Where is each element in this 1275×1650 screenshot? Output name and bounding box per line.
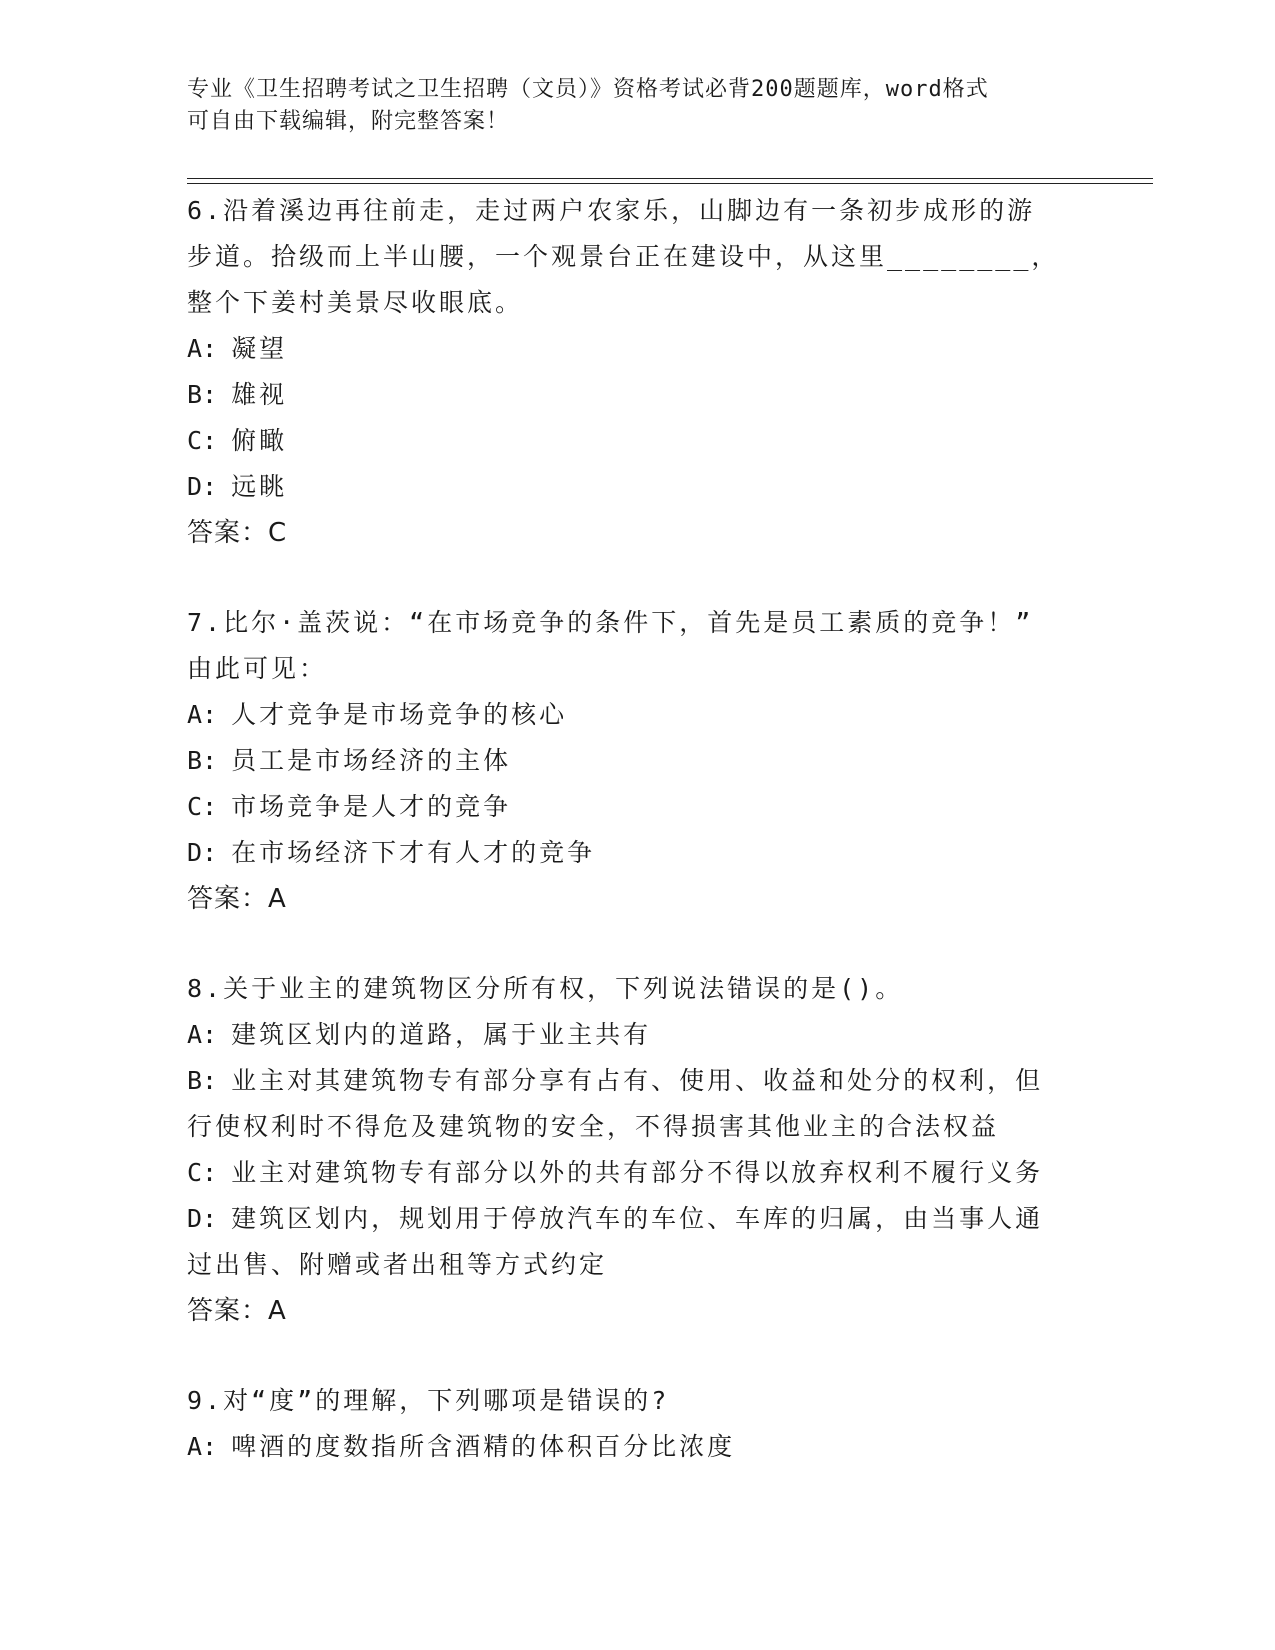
header-divider-top <box>187 178 1153 179</box>
answer-option <box>187 1012 1087 1058</box>
option-key: A: <box>187 1432 218 1461</box>
document-header <box>187 74 1067 138</box>
answer-option <box>187 692 1087 738</box>
question-stem-line: 8.关于业主的建筑物区分所有权，下列说法错误的是()。 <box>187 974 904 1003</box>
answer-option <box>187 1424 1087 1470</box>
question-8 <box>187 966 1087 1334</box>
option-key: D: <box>187 472 218 501</box>
option-key: A: <box>187 700 218 729</box>
option-text: 建筑区划内的道路，属于业主共有 <box>231 1020 652 1049</box>
answer-option <box>187 1150 1087 1196</box>
option-key: C: <box>187 1158 218 1187</box>
question-stem-line: 9.对“度”的理解，下列哪项是错误的? <box>187 1386 670 1415</box>
answer-option <box>187 784 1087 830</box>
option-key: B: <box>187 380 218 409</box>
answer-option <box>187 1104 1087 1150</box>
option-text: 俯瞰 <box>231 426 288 455</box>
option-key: A: <box>187 334 218 363</box>
answer-option <box>187 738 1087 784</box>
option-text: 员工是市场经济的主体 <box>231 746 512 775</box>
answer-option <box>187 418 1087 464</box>
option-text: 啤酒的度数指所含酒精的体积百分比浓度 <box>231 1432 736 1461</box>
option-text: 远眺 <box>231 472 288 501</box>
option-key: B: <box>187 1066 218 1095</box>
option-text: 市场竞争是人才的竞争 <box>231 792 512 821</box>
option-key: B: <box>187 746 218 775</box>
option-text: 业主对其建筑物专有部分享有占有、使用、收益和处分的权利，但 <box>231 1066 1044 1095</box>
option-text: 建筑区划内，规划用于停放汽车的车位、车库的归属，由当事人通 <box>231 1204 1044 1233</box>
header-divider-bottom <box>187 183 1153 184</box>
option-text: 过出售、附赠或者出租等方式约定 <box>187 1250 608 1279</box>
question-stem-line: 步道。拾级而上半山腰，一个观景台正在建设中，从这里________， <box>187 242 1060 271</box>
answer-option <box>187 1058 1087 1104</box>
answer-option <box>187 830 1087 876</box>
question-list <box>187 188 1087 1514</box>
question-7 <box>187 600 1087 922</box>
answer-option <box>187 1242 1087 1288</box>
question-6 <box>187 188 1087 556</box>
answer-option <box>187 372 1087 418</box>
question-stem-line: 由此可见： <box>187 654 328 683</box>
option-text: 业主对建筑物专有部分以外的共有部分不得以放弃权利不履行义务 <box>231 1158 1044 1187</box>
answer-key: 答案：C <box>187 518 288 548</box>
option-key: A: <box>187 1020 218 1049</box>
answer-option <box>187 464 1087 510</box>
option-text: 雄视 <box>231 380 288 409</box>
question-stem-line: 6.沿着溪边再往前走，走过两户农家乐，山脚边有一条初步成形的游 <box>187 196 1036 225</box>
question-stem-line: 7.比尔·盖茨说：“在市场竞争的条件下，首先是员工素质的竞争！” <box>187 608 1034 637</box>
option-key: D: <box>187 1204 218 1233</box>
header-title-line-2: 可自由下载编辑，附完整答案！ <box>187 109 510 134</box>
header-title-line-1: 专业《卫生招聘考试之卫生招聘（文员）》资格考试必背200题题库，word格式 <box>187 77 989 102</box>
option-key: D: <box>187 838 218 867</box>
option-key: C: <box>187 426 218 455</box>
option-text: 人才竞争是市场竞争的核心 <box>231 700 568 729</box>
option-text: 凝望 <box>231 334 288 363</box>
question-stem-line: 整个下姜村美景尽收眼底。 <box>187 288 524 317</box>
answer-key: 答案：A <box>187 884 287 914</box>
question-9 <box>187 1378 1087 1470</box>
answer-option <box>187 326 1087 372</box>
option-text: 行使权利时不得危及建筑物的安全，不得损害其他业主的合法权益 <box>187 1112 1000 1141</box>
option-key: C: <box>187 792 218 821</box>
answer-key: 答案：A <box>187 1296 287 1326</box>
option-text: 在市场经济下才有人才的竞争 <box>231 838 596 867</box>
answer-option <box>187 1196 1087 1242</box>
